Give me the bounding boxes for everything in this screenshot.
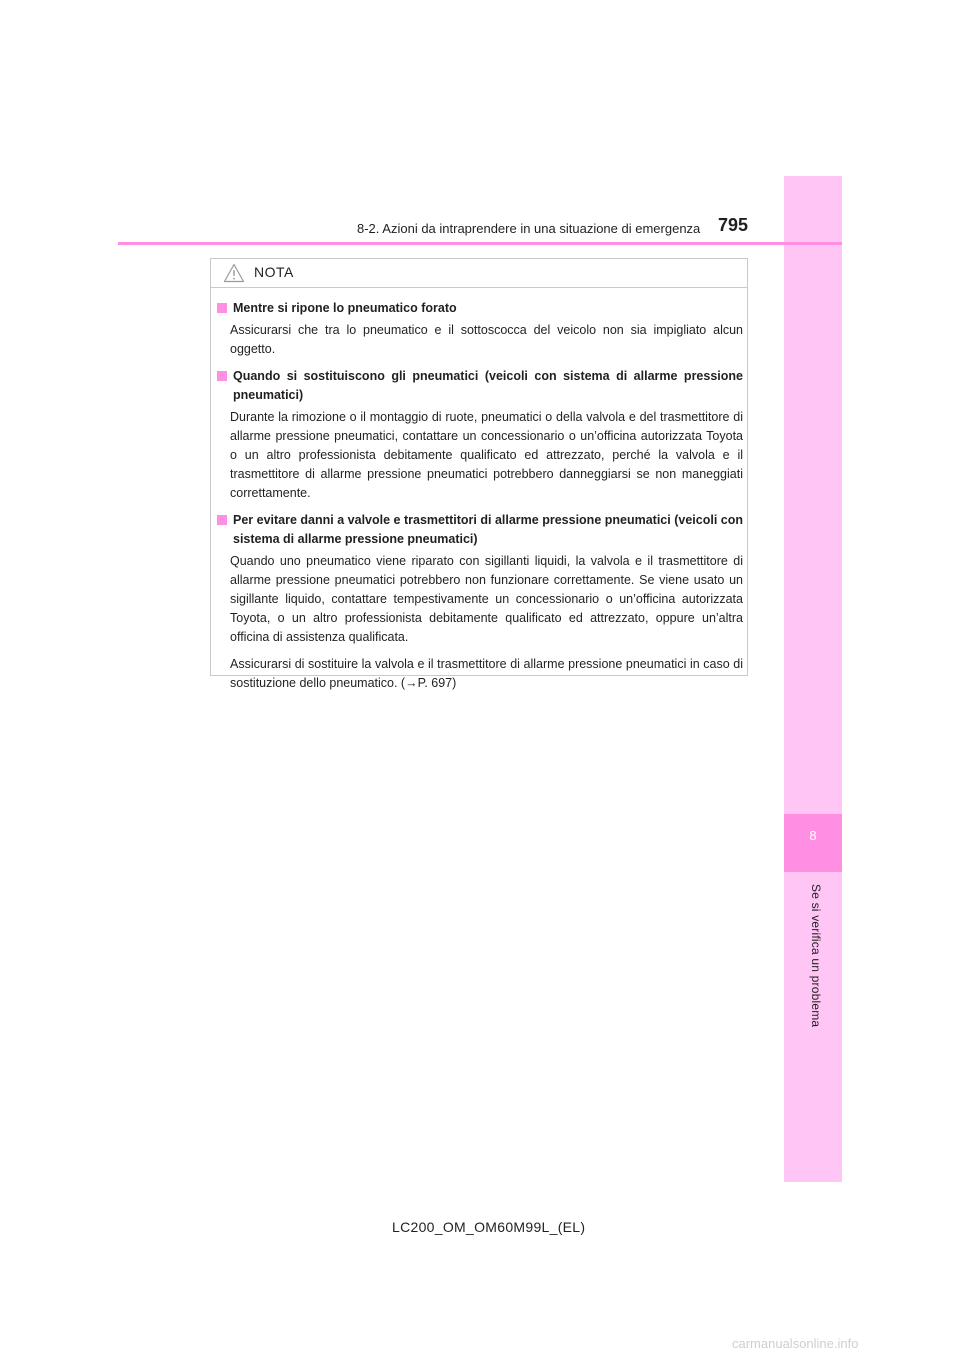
notice-box xyxy=(210,258,748,690)
square-bullet-icon xyxy=(217,371,230,381)
notice-paragraph: Assicurarsi che tra lo pneumatico e il sottoscocca del veicolo non sia impigliato alcun oggetto. xyxy=(230,323,743,356)
notice-item-heading: Mentre si ripone lo pneumatico forato xyxy=(217,299,743,318)
notice-body xyxy=(217,299,743,701)
chapter-tab-active[interactable] xyxy=(784,814,842,872)
notice-title: NOTA xyxy=(254,264,294,280)
chapter-number: 8 xyxy=(809,828,817,843)
notice-header xyxy=(211,259,747,288)
page-number: 795 xyxy=(718,215,749,235)
section-title: 8-2. Azioni da intraprendere in una situazione di emergenza xyxy=(357,221,701,236)
square-bullet-icon xyxy=(217,303,230,313)
manual-code: LC200_OM_OM60M99L_(EL) xyxy=(392,1219,586,1235)
square-bullet-icon xyxy=(217,515,230,525)
notice-paragraph: Assicurarsi di sostituire la valvola e il trasmettitore di allarme pressione pneumatici in caso di sostituzione dello pneumatico. (→P. 697) xyxy=(230,657,743,690)
notice-item-heading: Per evitare danni a valvole e trasmettitori di allarme pressione pneumatici (veicoli con sistema di allarme pressione pneumatici) xyxy=(217,511,743,549)
notice-item xyxy=(217,511,743,693)
warning-triangle-icon xyxy=(223,263,245,283)
notice-item xyxy=(217,367,743,503)
notice-paragraph: Quando uno pneumatico viene riparato con sigillanti liquidi, la valvola e il trasmettitore di allarme pressione pneumatici potrebbero non funzionare correttamente. Se viene usato un sigillante liquido, contattare tempestivamente un concessionario o un’officina autorizzata Toyota, o un altro professionista debitamente qualificato ed attrezzato, oppure un’altra officina di assistenza qualificata. xyxy=(230,554,743,644)
notice-paragraph: Durante la rimozione o il montaggio di ruote, pneumatici o della valvola e del trasmettitore di allarme pressione pneumatici, contattare un concessionario o un’officina autorizzata Toyota o un altro professionista debitamente qualificato ed attrezzato, perché la valvola e il trasmettitore di allarme pressione pneumatici potrebbero danneggiarsi se non maneggiati correttamente. xyxy=(230,410,743,500)
notice-item xyxy=(217,299,743,359)
header-divider xyxy=(118,242,842,245)
chapter-label: Se si verifica un problema xyxy=(809,884,823,1028)
notice-item-heading: Quando si sostituiscono gli pneumatici (veicoli con sistema di allarme pressione pneumatici) xyxy=(217,367,743,405)
watermark: carmanualsonline.info xyxy=(732,1336,859,1351)
